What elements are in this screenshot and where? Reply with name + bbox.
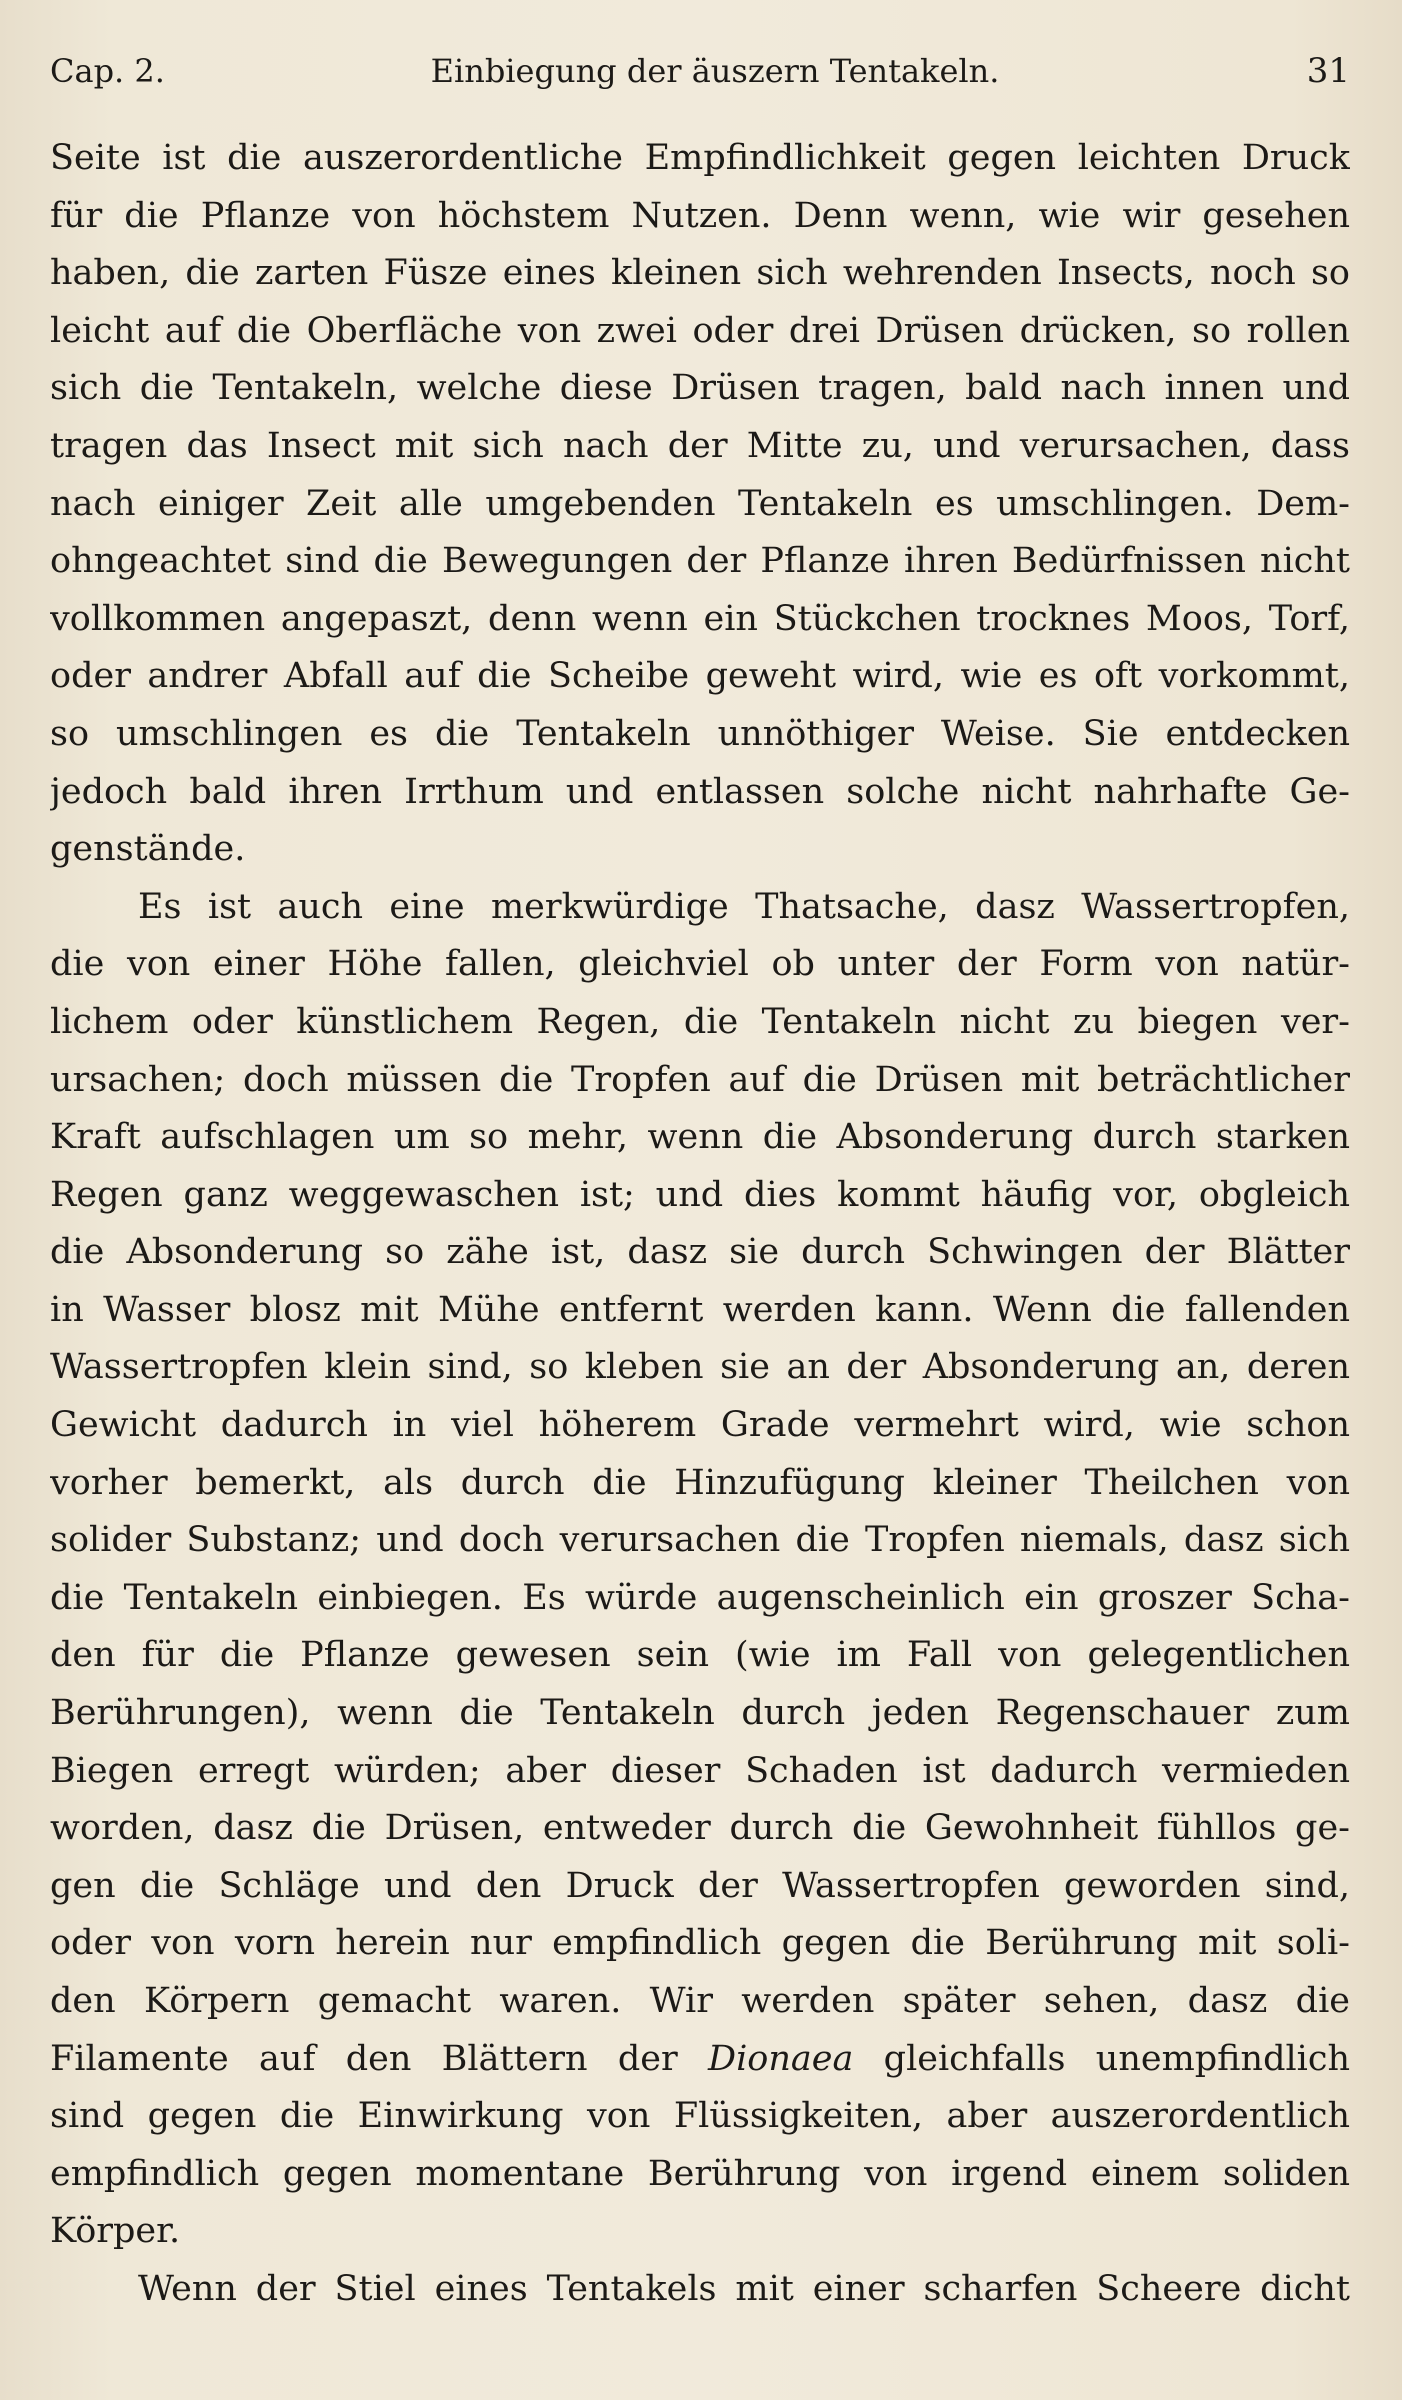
text-line: in Wasser blosz mit Mühe entfernt werden kann. Wenn die fallenden bbox=[50, 1289, 1350, 1330]
genus-name-italic: Dionaea bbox=[708, 2038, 854, 2079]
text-line: empfindlich gegen momentane Berührung von irgend einem soliden bbox=[50, 2153, 1350, 2194]
text-line: sind gegen die Einwirkung von Flüssigkeiten, aber auszerordentlich bbox=[50, 2096, 1350, 2137]
text-line: Wenn der Stiel eines Tentakels mit einer scharfen Scheere dicht bbox=[138, 2268, 1350, 2309]
text-line: die von einer Höhe fallen, gleichviel ob unter der Form von natür- bbox=[50, 944, 1350, 985]
text-line: nach einiger Zeit alle umgebenden Tentakeln es umschlingen. Dem- bbox=[50, 483, 1350, 524]
text-segment: Filamente auf den Blättern der bbox=[50, 2038, 709, 2079]
text-line: Biegen erregt würden; aber dieser Schaden ist dadurch vermieden bbox=[50, 1750, 1350, 1791]
body-text bbox=[50, 130, 1350, 2319]
text-line: die Tentakeln einbiegen. Es würde augenscheinlich ein groszer Scha- bbox=[50, 1577, 1350, 1618]
text-line: worden, dasz die Drüsen, entweder durch die Gewohnheit fühllos ge- bbox=[50, 1808, 1350, 1849]
text-line: Seite ist die auszerordentliche Empfindlichkeit gegen leichten Druck bbox=[50, 138, 1350, 178]
text-line: Körper. bbox=[50, 2211, 181, 2252]
text-line: jedoch bald ihren Irrthum und entlassen solche nicht nahrhafte Ge- bbox=[50, 771, 1350, 812]
page-number: 31 bbox=[1306, 51, 1350, 91]
chapter-label: Cap. 2. bbox=[50, 52, 165, 90]
text-line: genstände. bbox=[50, 829, 246, 870]
text-line: Es ist auch eine merkwürdige Thatsache, dasz Wassertropfen, bbox=[138, 886, 1350, 927]
text-line: lichem oder künstlichem Regen, die Tentakeln nicht zu biegen ver- bbox=[50, 1001, 1350, 1042]
text-line: leicht auf die Oberfläche von zwei oder drei Drüsen drücken, so rollen bbox=[50, 310, 1350, 351]
text-line: den Körpern gemacht waren. Wir werden später sehen, dasz die bbox=[50, 1981, 1350, 2021]
text-line: sich die Tentakeln, welche diese Drüsen tragen, bald nach innen und bbox=[50, 368, 1350, 409]
text-line: oder von vorn herein nur empfindlich gegen die Berührung mit soli- bbox=[50, 1923, 1350, 1964]
text-line-with-italic bbox=[50, 2031, 1350, 2089]
text-line: Wassertropfen klein sind, so kleben sie an der Absonderung an, deren bbox=[50, 1347, 1350, 1388]
text-line: so umschlingen es die Tentakeln unnöthiger Weise. Sie entdecken bbox=[50, 713, 1350, 754]
running-title: Einbiegung der äuszern Tentakeln. bbox=[430, 52, 1000, 90]
text-line: Gewicht dadurch in viel höherem Grade vermehrt wird, wie schon bbox=[50, 1405, 1350, 1446]
text-segment: gleichfalls unempfindlich bbox=[853, 2038, 1350, 2079]
text-line: ursachen; doch müssen die Tropfen auf die Drüsen mit beträchtlicher bbox=[50, 1059, 1350, 1100]
running-header bbox=[50, 46, 1350, 96]
text-line: gen die Schläge und den Druck der Wassertropfen geworden sind, bbox=[50, 1865, 1350, 1906]
text-line: Kraft aufschlagen um so mehr, wenn die Absonderung durch starken bbox=[50, 1117, 1350, 1158]
text-line: vollkommen angepaszt, denn wenn ein Stückchen trocknes Moos, Torf, bbox=[50, 598, 1350, 639]
text-line: vorher bemerkt, als durch die Hinzufügung kleiner Theilchen von bbox=[50, 1462, 1350, 1503]
text-line: ohngeachtet sind die Bewegungen der Pflanze ihren Bedürfnissen nicht bbox=[50, 541, 1350, 582]
text-line: oder andrer Abfall auf die Scheibe geweht wird, wie es oft vorkommt, bbox=[50, 656, 1350, 697]
text-line: für die Pflanze von höchstem Nutzen. Denn wenn, wie wir gesehen bbox=[50, 195, 1350, 236]
text-line: tragen das Insect mit sich nach der Mitte zu, und verursachen, dass bbox=[50, 425, 1350, 466]
text-line: den für die Pflanze gewesen sein (wie im Fall von gelegentlichen bbox=[50, 1635, 1350, 1676]
text-line: die Absonderung so zähe ist, dasz sie durch Schwingen der Blätter bbox=[50, 1232, 1350, 1273]
text-line: Berührungen), wenn die Tentakeln durch jeden Regenschauer zum bbox=[50, 1693, 1350, 1734]
text-line: Regen ganz weggewaschen ist; und dies kommt häufig vor, obgleich bbox=[50, 1174, 1350, 1215]
text-line: solider Substanz; und doch verursachen die Tropfen niemals, dasz sich bbox=[50, 1520, 1350, 1561]
text-line: haben, die zarten Füsze eines kleinen sich wehrenden Insects, noch so bbox=[50, 253, 1350, 294]
